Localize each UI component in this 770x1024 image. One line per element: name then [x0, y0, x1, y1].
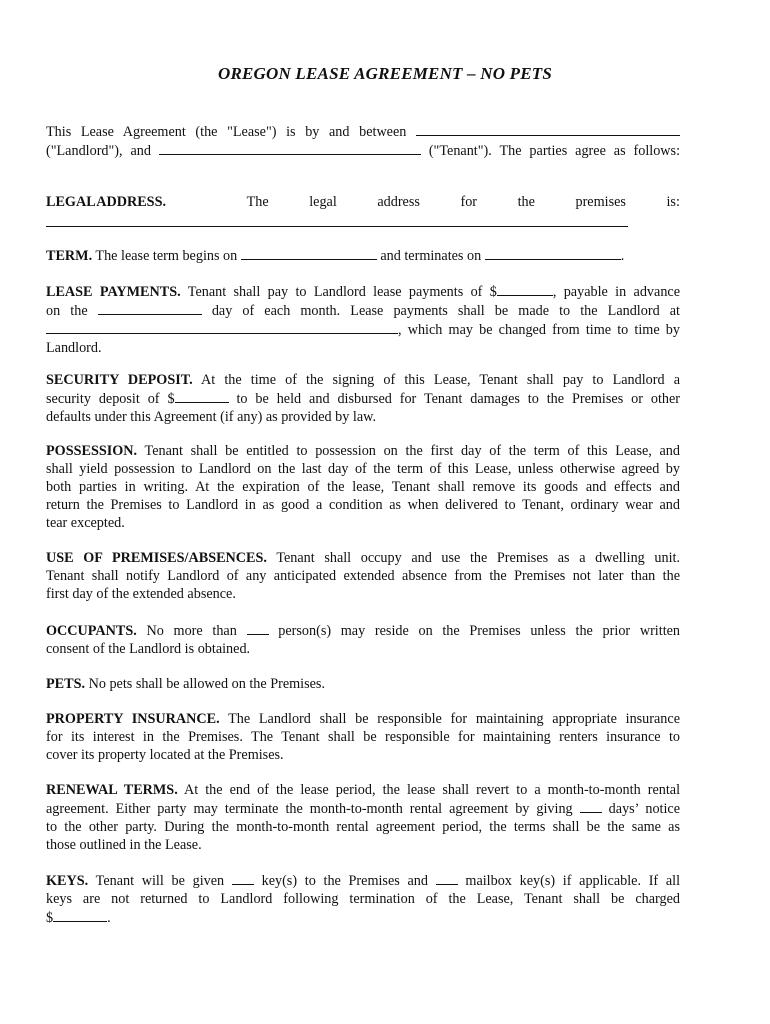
keys-heading: KEYS.	[46, 873, 89, 889]
renewal-terms-text: agreement. Either party may terminate the month-to-month rental agreement by giving	[46, 801, 573, 817]
term-text: and terminates on	[380, 248, 482, 264]
keys-text: key(s) to the Premises and	[261, 873, 428, 889]
lease-payments-text: , payable in advance	[552, 284, 681, 300]
legal-address-word: is:	[666, 194, 680, 210]
security-deposit-heading: SECURITY DEPOSIT.	[46, 372, 193, 388]
keys-text: .	[107, 910, 111, 926]
keys-text: $	[46, 910, 54, 926]
landlord-label: ("Landlord"), and	[46, 143, 151, 159]
renewal-terms-heading: RENEWAL TERMS.	[46, 782, 178, 798]
occupants-text: person(s) may reside on the Premises unless the prior written	[278, 623, 681, 639]
lease-payments-text: Landlord.	[46, 340, 102, 356]
legal-address-word: The	[246, 194, 269, 210]
lease-payments-text: on the	[46, 303, 88, 319]
occupants-text: No more than	[146, 623, 237, 639]
term-period: .	[620, 248, 625, 264]
occupants-text: consent of the Landlord is obtained.	[46, 641, 251, 657]
address-heading-word: ADDRESS.	[96, 194, 167, 210]
possession-text: Tenant shall be entitled to possession on the first day of the term of this Lease, and	[144, 443, 680, 459]
property-insurance-text: The Landlord shall be responsible for maintaining appropriate insurance	[228, 711, 680, 727]
deposit-amount-blank[interactable]	[175, 389, 229, 403]
tenant-name-blank[interactable]	[159, 141, 421, 155]
legal-address-word: legal	[309, 194, 337, 210]
lease-payments-text: Tenant shall pay to Landlord lease payments of $	[187, 284, 497, 300]
legal-address-word: premises	[575, 194, 626, 210]
lease-payments-text: , which may be changed from time to time by	[398, 322, 680, 338]
key-charge-blank[interactable]	[53, 908, 107, 922]
security-deposit-text: security deposit of $	[46, 391, 175, 407]
renewal-terms-text: to the other party. During the month-to-month rental agreement period, the terms shall be the same as	[46, 819, 680, 835]
term-end-blank[interactable]	[485, 246, 621, 260]
occupants-paragraph	[46, 621, 680, 658]
keys-text: Tenant will be given	[95, 873, 225, 889]
pets-paragraph	[46, 675, 680, 693]
payment-amount-blank[interactable]	[497, 282, 553, 296]
property-insurance-text: for its interest in the Premises. The Tenant shall be responsible for maintaining renters insurance to	[46, 729, 680, 745]
renewal-terms-paragraph	[46, 781, 680, 854]
keys-text: keys are not returned to Landlord following termination of the Lease, Tenant shall be charged	[46, 891, 680, 907]
possession-paragraph	[46, 442, 680, 532]
lease-payments-paragraph	[46, 282, 680, 357]
possession-text: both parties in writing. At the expiration of the lease, Tenant shall remove its goods and effects and	[46, 479, 680, 495]
mailbox-keys-blank[interactable]	[436, 871, 458, 885]
keys-paragraph	[46, 871, 680, 927]
term-heading: TERM.	[46, 248, 93, 264]
use-of-premises-text: Tenant shall occupy and use the Premises as a dwelling unit.	[276, 550, 680, 566]
possession-text: return the Premises to Landlord in as good a condition as when delivered to Tenant, ordinary wear and	[46, 497, 680, 513]
premises-keys-blank[interactable]	[232, 871, 254, 885]
keys-text: mailbox key(s) if applicable. If all	[465, 873, 681, 889]
legal-address-blank[interactable]	[46, 226, 628, 227]
notice-days-blank[interactable]	[580, 799, 602, 813]
legal-address-word: for	[460, 194, 478, 210]
security-deposit-text: At the time of the signing of this Lease, Tenant shall pay to Landlord a	[201, 372, 680, 388]
payment-address-blank[interactable]	[46, 320, 398, 334]
payment-day-blank[interactable]	[98, 301, 202, 315]
possession-text: shall yield possession to Landlord on the last day of the term of this Lease, unless otherwise agreed by	[46, 461, 680, 477]
document-title: OREGON LEASE AGREEMENT – NO PETS	[217, 64, 553, 83]
property-insurance-heading: PROPERTY INSURANCE.	[46, 711, 220, 727]
pets-heading: PETS.	[46, 676, 86, 692]
use-of-premises-paragraph	[46, 549, 680, 603]
renewal-terms-text: At the end of the lease period, the lease shall revert to a month-to-month rental	[184, 782, 681, 798]
security-deposit-text: defaults under this Agreement (if any) as provided by law.	[46, 409, 377, 425]
legal-heading-word: LEGAL	[46, 194, 96, 210]
lease-payments-heading: LEASE PAYMENTS.	[46, 284, 181, 300]
renewal-terms-text: those outlined in the Lease.	[46, 837, 202, 853]
intro-paragraph	[46, 122, 680, 160]
occupants-heading: OCCUPANTS.	[46, 623, 137, 639]
legal-address-word: address	[377, 194, 420, 210]
possession-text: tear excepted.	[46, 515, 125, 531]
renewal-terms-text: days’ notice	[608, 801, 681, 817]
use-of-premises-text: Tenant shall notify Landlord of any anticipated extended absence from the Premises not later than the	[46, 568, 680, 584]
use-of-premises-text: first day of the extended absence.	[46, 586, 236, 602]
term-paragraph	[46, 246, 680, 265]
property-insurance-paragraph	[46, 710, 680, 764]
term-text: The lease term begins on	[95, 248, 238, 264]
possession-heading: POSSESSION.	[46, 443, 138, 459]
property-insurance-text: cover its property located at the Premises.	[46, 747, 284, 763]
use-of-premises-heading: USE OF PREMISES/ABSENCES.	[46, 550, 267, 566]
lease-payments-text: day of each month. Lease payments shall be made to the Landlord at	[211, 303, 680, 319]
legal-address-word: the	[517, 194, 535, 210]
term-start-blank[interactable]	[241, 246, 377, 260]
occupants-count-blank[interactable]	[247, 621, 269, 635]
security-deposit-text: to be held and disbursed for Tenant damages to the Premises or other	[236, 391, 681, 407]
legal-address-line	[46, 193, 680, 211]
security-deposit-paragraph	[46, 371, 680, 426]
intro-text: This Lease Agreement (the "Lease") is by and between	[46, 124, 407, 140]
tenant-label: ("Tenant"). The parties agree as follows:	[428, 143, 681, 159]
pets-text: No pets shall be allowed on the Premises.	[88, 676, 325, 692]
landlord-name-blank[interactable]	[416, 122, 680, 136]
